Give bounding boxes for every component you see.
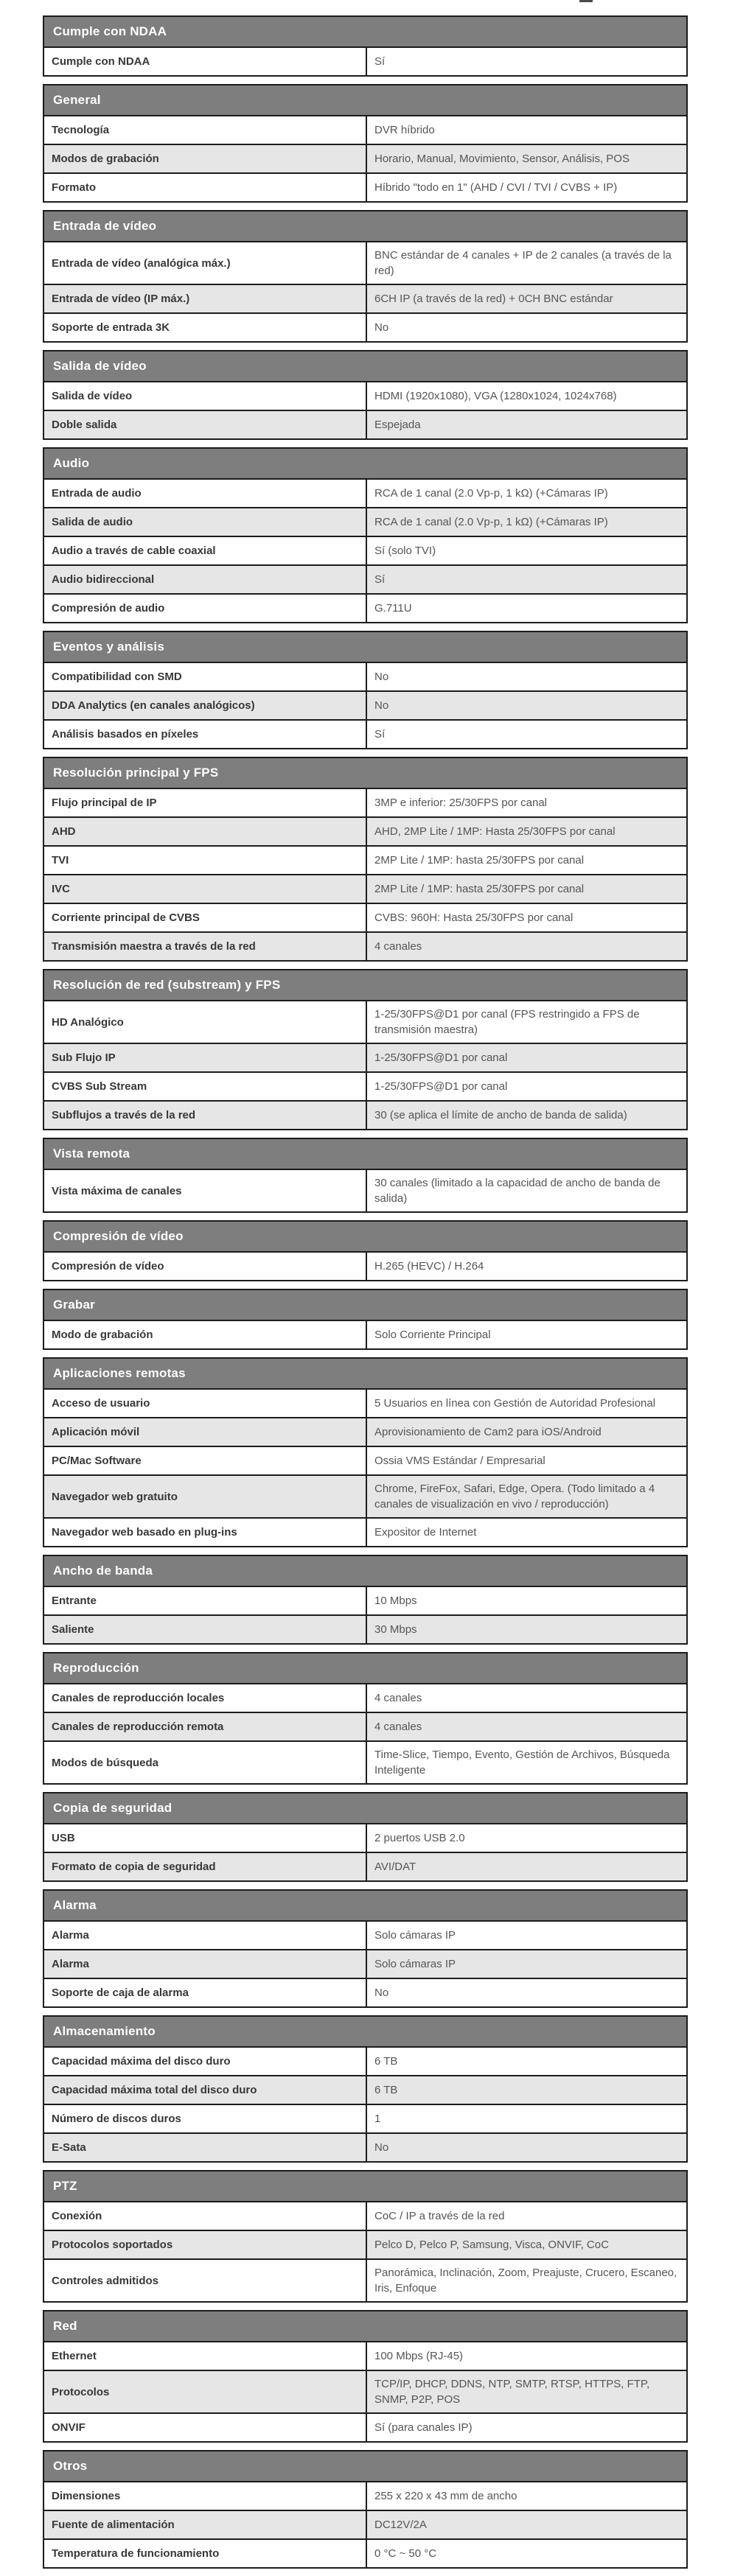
spec-label: Entrada de vídeo (IP máx.) [44,285,367,312]
spec-section-13 [43,1652,688,1785]
section-header [44,1222,686,1253]
spec-label: Sub Flujo IP [44,1044,367,1071]
spec-row [44,1474,686,1517]
spec-row [44,1949,686,1978]
spec-section-6 [43,757,688,962]
section-title: Vista remota [53,1147,130,1161]
spec-row [44,1824,686,1852]
section-title: Salida de vídeo [53,359,147,373]
spec-section-11 [43,1357,688,1547]
section-rows [44,1001,686,1129]
spec-label: Salida de audio [44,508,367,536]
section-header [44,2017,686,2048]
spec-label: Vista máxima de canales [44,1170,367,1211]
spec-value: 2MP Lite / 1MP: hasta 25/30FPS por canal [374,883,585,895]
section-header [44,970,686,1001]
section-header [44,1139,686,1170]
section-title: Grabar [53,1298,95,1312]
section-header [44,85,686,116]
section-title: PTZ [53,2179,77,2193]
spec-label: Navegador web gratuito [44,1476,367,1517]
section-header [44,1653,686,1684]
spec-row [44,903,686,931]
spec-value: 1 [374,2113,381,2125]
spec-row [44,1684,686,1712]
section-title: Copia de seguridad [53,1801,172,1815]
spec-value: 4 canales [374,1721,422,1733]
spec-value: Híbrido "todo en 1" (AHD / CVI / TVI / CVBS + IP) [374,181,618,194]
spec-row [44,1417,686,1446]
spec-value: 10 Mbps [374,1595,417,1607]
spec-label: Fuente de alimentación [44,2511,367,2538]
spec-value: 6 TB [374,2055,398,2068]
spec-value: Aprovisionamiento de Cam2 para iOS/Android [374,1426,602,1438]
spec-value: CoC / IP a través de la red [374,2210,505,2222]
spec-label: Temperatura de funcionamiento [44,2540,367,2567]
spec-row [44,719,686,748]
spec-section-4 [43,447,688,623]
spec-label: Modos de búsqueda [44,1742,367,1783]
spec-label: Entrada de vídeo (analógica máx.) [44,242,367,284]
spec-label: Soporte de caja de alarma [44,1979,367,2006]
section-title: Entrada de vídeo [53,219,157,233]
section-title: Red [53,2319,77,2333]
spec-label: Modo de grabación [44,1321,367,1348]
spec-row [44,48,686,75]
spec-label: HD Analógico [44,1001,367,1043]
spec-value: 100 Mbps (RJ-45) [374,2350,464,2362]
spec-label: TVI [44,847,367,874]
section-rows [44,789,686,960]
spec-table [43,15,688,2576]
spec-section-16 [43,2015,688,2163]
spec-value: 1-25/30FPS@D1 por canal [374,1080,508,1093]
spec-row [44,382,686,410]
spec-value: 5 Usuarios en línea con Gestión de Autoridad Profesional [374,1397,656,1410]
section-header [44,2171,686,2202]
section-rows [44,2048,686,2161]
section-rows [44,116,686,201]
spec-label: Transmisión maestra a través de la red [44,933,367,960]
spec-row [44,1922,686,1949]
spec-value: AHD, 2MP Lite / 1MP: Hasta 25/30FPS por canal [374,825,616,838]
spec-row [44,284,686,312]
section-title: Audio [53,456,90,470]
section-rows [44,2342,686,2441]
spec-value: Sí [374,55,386,68]
spec-section-18 [43,2310,688,2443]
spec-label: Saliente [44,1616,367,1643]
spec-label: Soporte de entrada 3K [44,314,367,341]
spec-row [44,816,686,845]
section-rows [44,48,686,75]
spec-row [44,1517,686,1546]
spec-label: Entrante [44,1587,367,1614]
spec-row [44,2482,686,2510]
spec-value: BNC estándar de 4 canales + IP de 2 canales (a través de la red) [374,249,672,277]
spec-row [44,1446,686,1474]
spec-row [44,663,686,690]
spec-value: Panorámica, Inclinación, Zoom, Preajuste, Crucero, Escaneo, Iris, Enfoque [374,2267,677,2295]
section-header [44,17,686,48]
spec-row [44,312,686,341]
spec-row [44,2370,686,2412]
spec-row [44,1170,686,1211]
spec-row [44,845,686,874]
section-title: Resolución de red (substream) y FPS [53,978,281,992]
spec-label: USB [44,1824,367,1852]
spec-row [44,144,686,172]
section-rows [44,1824,686,1880]
spec-label: Protocolos [44,2371,367,2412]
section-title: Cumple con NDAA [53,24,167,38]
spec-section-15 [43,1889,688,2008]
spec-label: Capacidad máxima del disco duro [44,2048,367,2075]
spec-value: Sí (solo TVI) [374,545,436,557]
spec-label: Compresión de vídeo [44,1253,367,1280]
section-header [44,758,686,789]
spec-value: RCA de 1 canal (2.0 Vp-p, 1 kΩ) (+Cámaras IP) [374,487,608,500]
spec-label: Audio bidireccional [44,566,367,593]
section-header [44,1290,686,1321]
spec-label: Número de discos duros [44,2105,367,2132]
spec-label: Cumple con NDAA [44,48,367,75]
spec-value: 2MP Lite / 1MP: hasta 25/30FPS por canal [374,854,585,867]
spec-value: Time-Slice, Tiempo, Evento, Gestión de Archivos, Búsqueda Inteligente [374,1749,670,1777]
spec-value: Pelco D, Pelco P, Samsung, Visca, ONVIF, CoC [374,2239,609,2251]
spec-row [44,2510,686,2538]
spec-label: ONVIF [44,2414,367,2441]
section-rows [44,1922,686,2006]
spec-label: Ethernet [44,2342,367,2370]
spec-value: Sí [374,728,386,741]
spec-value: Solo cámaras IP [374,1929,456,1942]
spec-label: IVC [44,875,367,903]
spec-row [44,593,686,622]
spec-row [44,1852,686,1880]
spec-row [44,2202,686,2230]
spec-row [44,874,686,903]
section-title: General [53,93,101,107]
spec-label: Corriente principal de CVBS [44,904,367,931]
spec-label: PC/Mac Software [44,1447,367,1474]
spec-row [44,536,686,564]
section-header [44,449,686,480]
spec-value: Espejada [374,419,421,431]
spec-label: Alarma [44,1922,367,1949]
section-title: Alarma [53,1898,97,1912]
spec-row [44,242,686,284]
spec-row [44,931,686,960]
spec-value: 30 canales (limitado a la capacidad de ancho de banda de salida) [374,1177,660,1205]
spec-value: 1-25/30FPS@D1 por canal (FPS restringido a FPS de transmisión maestra) [374,1008,640,1036]
spec-section-0 [43,15,688,77]
section-rows [44,382,686,438]
spec-value: H.265 (HEVC) / H.264 [374,1260,484,1273]
spec-value: No [374,1987,389,1999]
spec-section-9 [43,1220,688,1281]
spec-section-8 [43,1138,688,1213]
spec-label: Dimensiones [44,2482,367,2510]
top-edge-artifact [579,0,593,2]
spec-label: Salida de vídeo [44,382,367,410]
spec-row [44,2412,686,2441]
section-rows [44,2482,686,2567]
spec-label: Audio a través de cable coaxial [44,537,367,564]
spec-label: Acceso de usuario [44,1390,367,1417]
spec-value: 4 canales [374,1692,422,1704]
spec-label: Capacidad máxima total del disco duro [44,2076,367,2104]
section-header [44,1891,686,1922]
section-header [44,1359,686,1390]
spec-row [44,1978,686,2006]
spec-row [44,2342,686,2370]
spec-label: Alarma [44,1950,367,1978]
spec-value: 6 TB [374,2084,398,2096]
spec-value: CVBS: 960H: Hasta 25/30FPS por canal [374,911,574,924]
spec-value: Ossia VMS Estándar / Empresarial [374,1455,545,1467]
spec-value: Expositor de Internet [374,1526,477,1539]
spec-value: 3MP e inferior: 25/30FPS por canal [374,797,548,809]
spec-value: 1-25/30FPS@D1 por canal [374,1051,508,1064]
section-header [44,632,686,663]
spec-section-17 [43,2170,688,2303]
spec-row [44,1001,686,1043]
spec-value: 6CH IP (a través de la red) + 0CH BNC estándar [374,293,613,305]
spec-label: Subflujos a través de la red [44,1102,367,1129]
spec-label: Doble salida [44,411,367,438]
spec-value: 2 puertos USB 2.0 [374,1832,465,1844]
spec-row [44,116,686,144]
section-rows [44,663,686,748]
spec-row [44,2132,686,2161]
spec-value: DVR híbrido [374,124,435,136]
spec-value: DC12V/2A [374,2519,427,2531]
section-rows [44,1170,686,1211]
spec-row [44,1043,686,1071]
section-title: Reproducción [53,1661,139,1675]
spec-value: Solo cámaras IP [374,1958,456,1970]
spec-label: DDA Analytics (en canales analógicos) [44,692,367,719]
spec-section-14 [43,1792,688,1882]
spec-label: Tecnología [44,116,367,144]
spec-row [44,1390,686,1417]
spec-row [44,172,686,201]
spec-row [44,2075,686,2104]
spec-label: Compatibilidad con SMD [44,663,367,690]
spec-value: No [374,699,389,712]
spec-row [44,1253,686,1280]
spec-label: Aplicación móvil [44,1418,367,1446]
spec-value: 30 (se aplica el límite de ancho de banda de salida) [374,1109,627,1121]
section-rows [44,480,686,622]
spec-row [44,2048,686,2075]
section-rows [44,242,686,341]
spec-row [44,564,686,593]
section-title: Otros [53,2459,88,2473]
section-header [44,351,686,382]
spec-section-3 [43,350,688,440]
spec-section-7 [43,969,688,1130]
spec-value: No [374,321,389,334]
spec-row [44,2538,686,2567]
section-title: Almacenamiento [53,2024,156,2038]
spec-label: Modos de grabación [44,145,367,172]
spec-label: Análisis basados en píxeles [44,721,367,748]
section-header [44,211,686,242]
section-rows [44,1684,686,1783]
spec-row [44,507,686,536]
section-header [44,1793,686,1824]
spec-row [44,1071,686,1100]
spec-section-19 [43,2450,688,2569]
spec-label: AHD [44,818,367,845]
section-title: Ancho de banda [53,1564,153,1578]
spec-value: TCP/IP, DHCP, DDNS, NTP, SMTP, RTSP, HTTPS, FTP, SNMP, P2P, POS [374,2378,650,2406]
spec-value: G.711U [374,602,412,615]
spec-label: Entrada de audio [44,480,367,507]
spec-value: HDMI (1920x1080), VGA (1280x1024, 1024x768) [374,390,617,402]
spec-value: Horario, Manual, Movimiento, Sensor, Análisis, POS [374,153,630,165]
spec-value: Sí (para canales IP) [374,2421,473,2434]
spec-label: Flujo principal de IP [44,789,367,816]
spec-section-5 [43,631,688,749]
spec-label: Canales de reproducción remota [44,1713,367,1740]
spec-row [44,2230,686,2258]
spec-value: Chrome, FireFox, Safari, Edge, Opera. (Todo limitado a 4 canales de visualización en vivo / reproducción) [374,1483,655,1511]
spec-value: 4 canales [374,940,422,953]
spec-section-12 [43,1555,688,1645]
spec-label: Formato de copia de seguridad [44,1853,367,1880]
spec-value: RCA de 1 canal (2.0 Vp-p, 1 kΩ) (+Cámaras IP) [374,516,608,528]
spec-value: AVI/DAT [374,1861,416,1873]
spec-row [44,789,686,816]
section-rows [44,2202,686,2301]
spec-value: No [374,2141,389,2154]
spec-section-10 [43,1289,688,1350]
spec-section-2 [43,210,688,343]
section-title: Compresión de vídeo [53,1229,184,1243]
spec-row [44,690,686,719]
spec-label: Controles admitidos [44,2260,367,2301]
spec-row [44,1614,686,1643]
section-rows [44,1253,686,1280]
spec-row [44,1712,686,1740]
spec-row [44,1321,686,1348]
spec-label: Protocolos soportados [44,2231,367,2258]
spec-label: Canales de reproducción locales [44,1684,367,1712]
spec-value: No [374,671,389,683]
spec-value: Solo Corriente Principal [374,1329,491,1341]
section-header [44,2451,686,2482]
spec-label: E-Sata [44,2134,367,2161]
section-rows [44,1390,686,1546]
spec-row [44,2104,686,2132]
section-title: Resolución principal y FPS [53,766,219,780]
spec-label: Navegador web basado en plug-ins [44,1519,367,1546]
section-title: Aplicaciones remotas [53,1366,186,1380]
spec-label: Compresión de audio [44,595,367,622]
spec-row [44,1587,686,1614]
spec-row [44,480,686,507]
spec-row [44,1100,686,1129]
section-rows [44,1587,686,1643]
spec-row [44,1740,686,1783]
section-rows [44,1321,686,1348]
spec-label: Formato [44,174,367,201]
spec-value: Sí [374,573,386,586]
spec-row [44,410,686,438]
spec-section-1 [43,84,688,203]
section-header [44,2311,686,2342]
spec-value: 30 Mbps [374,1623,417,1636]
spec-value: 0 °C ~ 50 °C [374,2547,437,2560]
section-header [44,1556,686,1587]
spec-value: 255 x 220 x 43 mm de ancho [374,2490,517,2502]
spec-row [44,2258,686,2301]
spec-label: Conexión [44,2202,367,2230]
spec-label: CVBS Sub Stream [44,1073,367,1100]
section-title: Eventos y análisis [53,640,165,654]
